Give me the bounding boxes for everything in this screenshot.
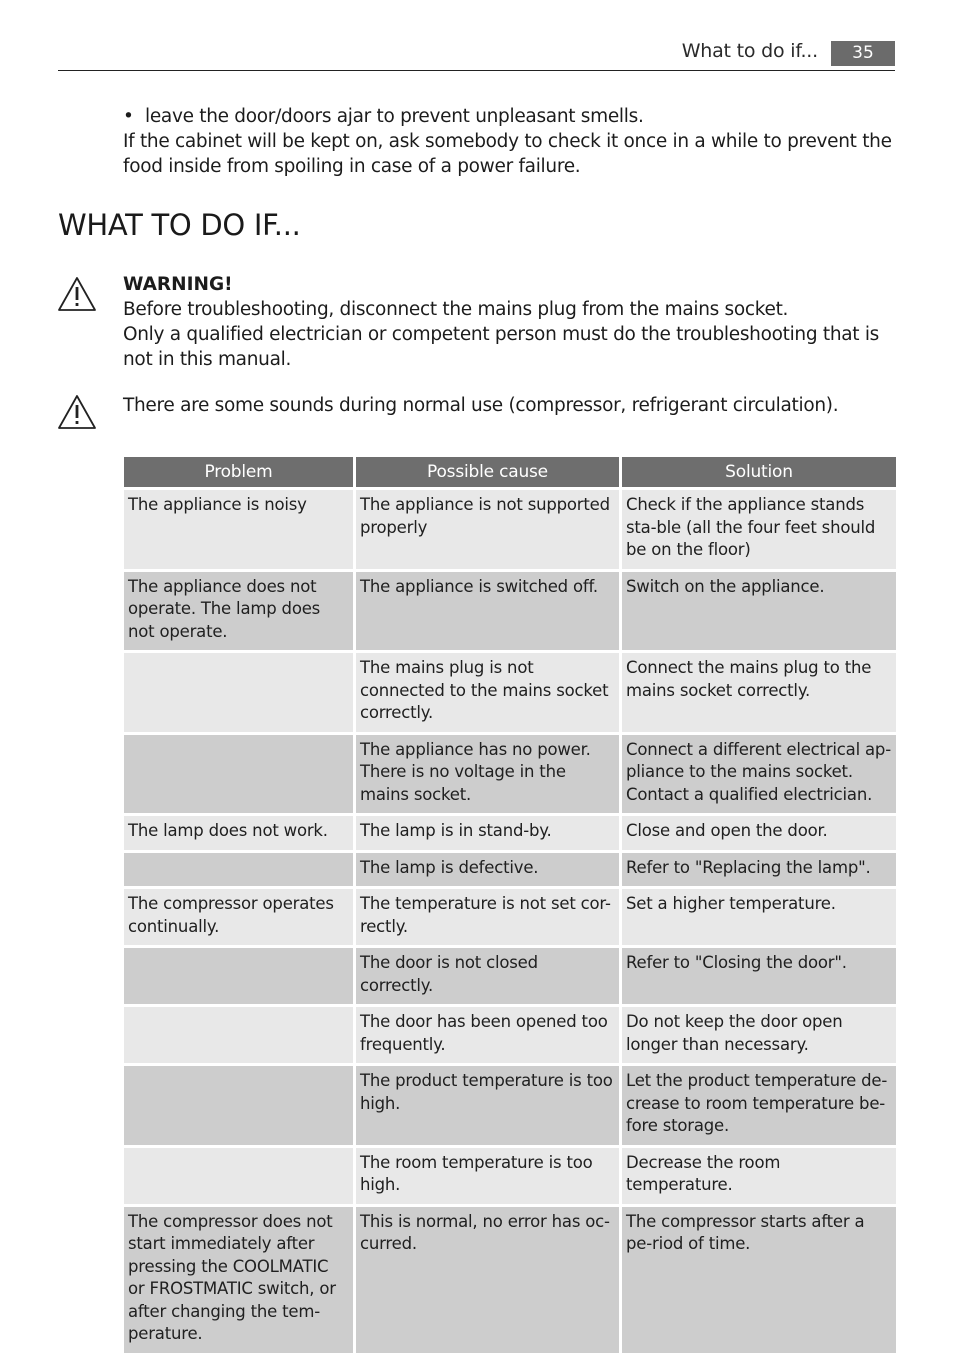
problem-cell: [124, 735, 353, 814]
cause-cell: The door is not closed correctly.: [356, 948, 619, 1004]
section-heading: WHAT TO DO IF...: [58, 208, 301, 242]
cause-cell: The mains plug is not connected to the mains socket correctly.: [356, 653, 619, 732]
warning-block: [123, 272, 903, 372]
solution-cell: Check if the appliance stands sta-ble (all the four feet should be on the floor): [622, 490, 896, 569]
intro-paragraph: If the cabinet will be kept on, ask somebody to check it once in a while to prevent the food inside from spoiling in case of a power failure.: [123, 131, 892, 177]
problem-cell: [124, 853, 353, 887]
problem-cell: [124, 1148, 353, 1204]
table-row: [124, 816, 896, 850]
troubleshooting-table: [121, 454, 899, 1356]
page-header-title: What to do if...: [681, 40, 818, 62]
cause-cell: The product temperature is too high.: [356, 1066, 619, 1145]
note-text: There are some sounds during normal use (compressor, refrigerant circulation).: [123, 395, 839, 416]
table-row: [124, 1148, 896, 1204]
header-possible-cause: Possible cause: [356, 457, 619, 487]
warning-triangle-icon: [57, 276, 97, 312]
note-block: [123, 393, 903, 418]
cause-cell: The lamp is defective.: [356, 853, 619, 887]
header-solution: Solution: [622, 457, 896, 487]
warning-line-1: Before troubleshooting, disconnect the mains plug from the mains socket.: [123, 299, 789, 320]
bullet-dot: •: [123, 106, 134, 127]
warning-triangle-icon: [57, 394, 97, 430]
problem-cell: [124, 948, 353, 1004]
solution-cell: Refer to "Replacing the lamp".: [622, 853, 896, 887]
intro-bullet-text: leave the door/doors ajar to prevent unpleasant smells.: [145, 106, 644, 127]
intro-text: [123, 104, 898, 179]
intro-bullet: [123, 104, 898, 129]
problem-cell: [124, 653, 353, 732]
header-rule: [58, 70, 895, 71]
problem-cell: The lamp does not work.: [124, 816, 353, 850]
table-row: [124, 853, 896, 887]
solution-cell: Decrease the room temperature.: [622, 1148, 896, 1204]
solution-cell: Switch on the appliance.: [622, 572, 896, 651]
solution-cell: Close and open the door.: [622, 816, 896, 850]
cause-cell: The appliance is not supported properly: [356, 490, 619, 569]
cause-cell: The room temperature is too high.: [356, 1148, 619, 1204]
cause-cell: The door has been opened too frequently.: [356, 1007, 619, 1063]
solution-cell: Set a higher temperature.: [622, 889, 896, 945]
table-row: [124, 490, 896, 569]
cause-cell: This is normal, no error has oc-curred.: [356, 1207, 619, 1353]
cause-cell: The appliance is switched off.: [356, 572, 619, 651]
cause-cell: The lamp is in stand-by.: [356, 816, 619, 850]
cause-cell: The temperature is not set cor-rectly.: [356, 889, 619, 945]
table-header-row: [124, 457, 896, 487]
problem-cell: The compressor does not start immediately after pressing the COOLMATIC or FROSTMATIC switch, or after changing the tem-perature.: [124, 1207, 353, 1353]
problem-cell: The compressor operates continually.: [124, 889, 353, 945]
table-row: [124, 735, 896, 814]
solution-cell: Connect the mains plug to the mains socket correctly.: [622, 653, 896, 732]
solution-cell: Connect a different electrical ap-pliance to the mains socket. Contact a qualified electrician.: [622, 735, 896, 814]
table-row: [124, 889, 896, 945]
problem-cell: The appliance is noisy: [124, 490, 353, 569]
cause-cell: The appliance has no power. There is no voltage in the mains socket.: [356, 735, 619, 814]
solution-cell: Refer to "Closing the door".: [622, 948, 896, 1004]
solution-cell: Do not keep the door open longer than necessary.: [622, 1007, 896, 1063]
solution-cell: Let the product temperature de-crease to room temperature be-fore storage.: [622, 1066, 896, 1145]
problem-cell: [124, 1066, 353, 1145]
table-row: [124, 1007, 896, 1063]
header-problem: Problem: [124, 457, 353, 487]
problem-cell: The appliance does not operate. The lamp does not operate.: [124, 572, 353, 651]
table-row: [124, 653, 896, 732]
table-row: [124, 1066, 896, 1145]
page-number: 35: [831, 41, 895, 66]
problem-cell: [124, 1007, 353, 1063]
warning-title: WARNING!: [123, 274, 233, 295]
solution-cell: The compressor starts after a pe-riod of time.: [622, 1207, 896, 1353]
table-row: [124, 572, 896, 651]
table-row: [124, 948, 896, 1004]
warning-line-2: Only a qualified electrician or competent person must do the troubleshooting that is not in this manual.: [123, 324, 880, 370]
table-row: [124, 1207, 896, 1353]
